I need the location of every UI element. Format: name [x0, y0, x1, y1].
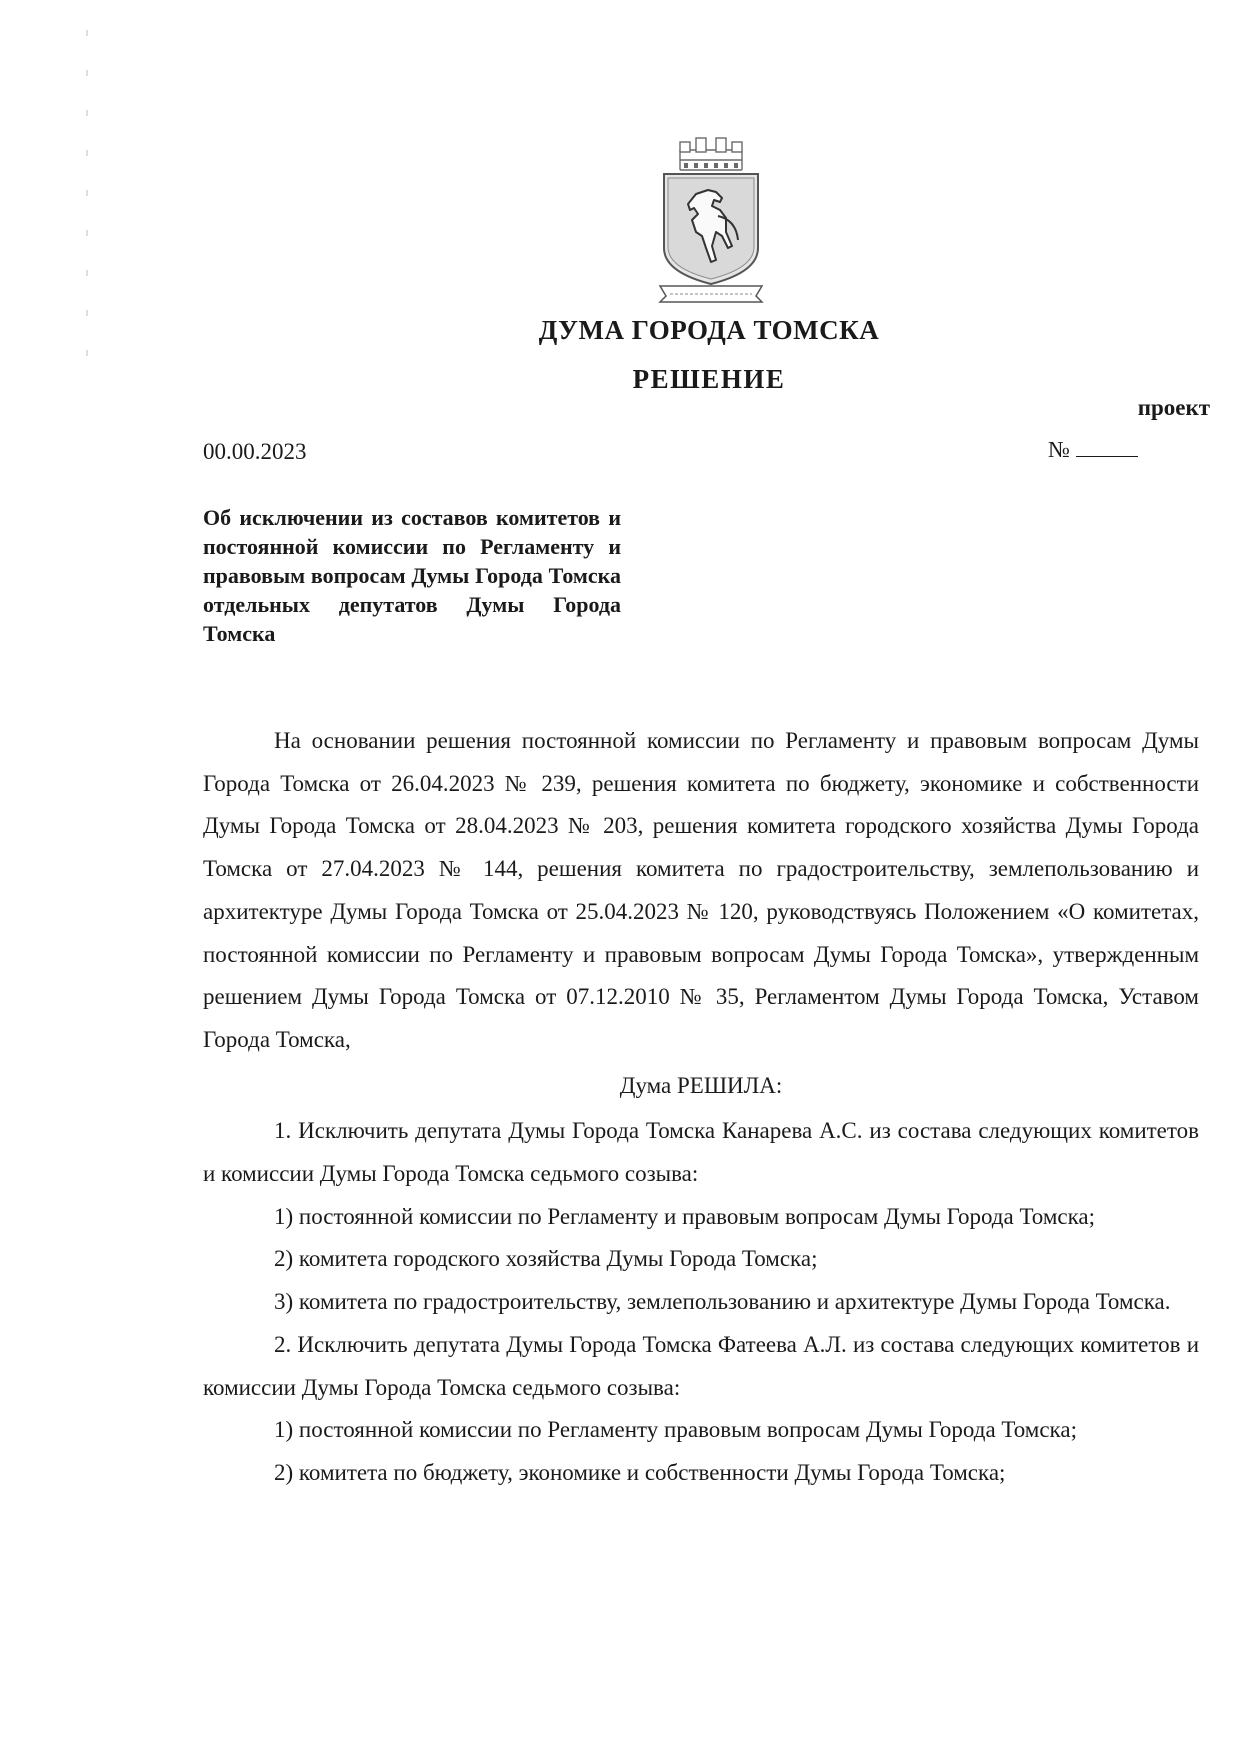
preamble-paragraph: На основании решения постоянной комиссии по Регламенту и правовым вопросам Думы Города Томска от 26.04.2023 № 239, решения комитета по бюджету, экономике и собственности Думы Города Томска от 28.04.2023 № 203, решения комитета городского хозяйства Думы Города Томска от 27.04.2023 № 144, решения комитета по градостроительству, землепользованию и архитектуре Думы Города Томска от 25.04.2023 № 120, руководствуясь Положением «О комитетах, постоянной комиссии по Регламенту и правовым вопросам Думы Города Томска», утвержденным решением Думы Города Томска от 07.12.2010 № 35, Регламентом Думы Города Томска, Уставом Города Томска,	[203, 728, 1199, 1052]
clause-2: 2. Исключить депутата Думы Города Томска Фатеева А.Л. из состава следующих комитетов и комиссии Думы Города Томска седьмого созыва:	[203, 1331, 1199, 1400]
draft-label: проект	[1137, 395, 1210, 420]
clause-2-sub-1: 1) постоянной комиссии по Регламенту правовым вопросам Думы Города Томска;	[274, 1417, 1077, 1443]
decision-heading: Дума РЕШИЛА:	[619, 1072, 783, 1098]
clause-1-sub-3: 3) комитета по градостроительству, землепользованию и архитектуре Думы Города Томска.	[274, 1289, 1171, 1315]
org-title: ДУМА ГОРОДА ТОМСКА	[538, 315, 880, 345]
clause-1-sub-2: 2) комитета городского хозяйства Думы Города Томска;	[274, 1246, 818, 1272]
coat-of-arms-icon	[656, 136, 766, 304]
document-subject: Об исключении из составов комитетов и постоянной комиссии по Регламенту и правовым вопросам Думы Города Томска отдельных депутатов Думы Города Томска	[203, 505, 621, 646]
number-sign: №	[1048, 437, 1070, 462]
document-body	[203, 720, 1199, 1495]
document-date: 00.00.2023	[203, 439, 307, 464]
document-number	[1048, 436, 1138, 463]
clause-1: 1. Исключить депутата Думы Города Томска Канарева А.С. из состава следующих комитетов и комиссии Думы Города Томска седьмого созыва:	[203, 1118, 1199, 1187]
clause-2-sub-2: 2) комитета по бюджету, экономике и собственности Думы Города Томска;	[274, 1459, 1006, 1485]
number-blank-line	[1076, 436, 1138, 457]
clause-1-sub-1: 1) постоянной комиссии по Регламенту и правовым вопросам Думы Города Томска;	[274, 1203, 1096, 1229]
doc-type-title: РЕШЕНИЕ	[632, 364, 786, 394]
